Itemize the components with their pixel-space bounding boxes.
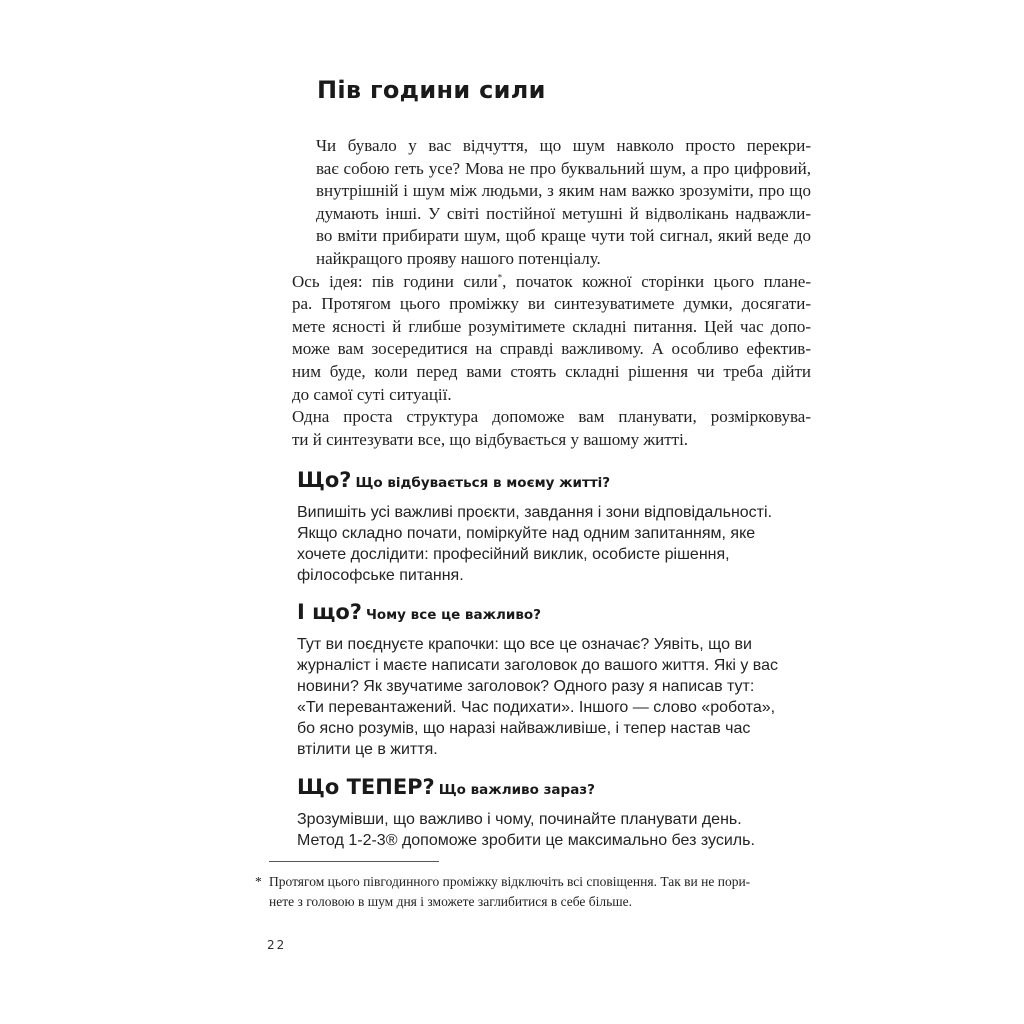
section-body	[297, 809, 777, 851]
text-line: Зрозумівши, що важливо і чому, починайте планувати день.	[297, 811, 742, 828]
text-line	[269, 271, 811, 294]
intro-text	[269, 135, 811, 451]
footnote-divider	[269, 861, 439, 862]
section-body	[297, 502, 777, 586]
section-heading-main: Що ТЕПЕР?	[297, 775, 435, 799]
section-so-what	[297, 597, 777, 760]
text-line: Метод 1-2-3® допоможе зробити це максимально без зусиль.	[297, 832, 755, 849]
section-heading-question: Що важливо зараз?	[438, 782, 595, 798]
footnote-text	[269, 872, 811, 911]
section-heading-question: Що відбувається в моєму житті?	[355, 475, 611, 491]
chapter-title: Пів години сили	[317, 76, 546, 104]
text-line: втілити це в життя.	[297, 741, 438, 758]
footnote	[255, 872, 811, 911]
text-line: «Ти перевантажений. Час подихати». Іншого — слово «робота»,	[297, 699, 776, 716]
text-line: Тут ви поєднуєте крапочки: що все це означає? Уявіть, що ви	[297, 636, 752, 653]
text-line: новини? Як звучатиме заголовок? Одного разу я написав тут:	[297, 678, 755, 695]
section-heading-question: Чому все це важливо?	[365, 607, 542, 623]
intro-paragraph-3	[269, 406, 811, 451]
text-line: думають інші. У світі постійної метушні й відволікань надважли-	[316, 203, 811, 223]
section-what	[297, 465, 777, 586]
text-line: ває собою геть усе? Мова не про буквальний шум, а про цифровий,	[316, 158, 811, 178]
text-line: внутрішній і шум між людьми, з яким нам важко зрозуміти, про що	[316, 181, 811, 201]
text-line: може вам зосередитися на справді важливому. А особливо ефектив-	[292, 339, 811, 359]
text-line: Одна проста структура допоможе вам планувати, розмірковува-	[292, 407, 811, 427]
text-line: мете ясності й глибше розумітимете складні питання. Цей час допо-	[292, 316, 811, 336]
section-heading	[297, 465, 777, 493]
text-fragment: Ось ідея: пів години сили	[292, 271, 498, 291]
text-line: Чи бувало у вас відчуття, що шум навколо просто перекри-	[316, 136, 811, 155]
text-line: ти й синтезувати все, що відбувається у вашому житті.	[292, 429, 689, 449]
text-line: журналіст і маєте написати заголовок до вашого життя. Які у вас	[297, 657, 779, 674]
text-line: ра. Протягом цього проміжку ви синтезуватимете думки, досягати-	[292, 294, 811, 314]
text-fragment: , початок кожної сторінки цього плане-	[502, 271, 812, 291]
text-line: Випишіть усі важливі проєкти, завдання і зони відповідальності.	[297, 504, 773, 521]
text-line: бо ясно розумів, що наразі найважливіше, і тепер настав час	[297, 720, 751, 737]
intro-paragraph-1	[269, 135, 811, 271]
text-line: найкращого прояву нашого потенціалу.	[316, 248, 601, 268]
footnote-reference: *	[497, 271, 503, 282]
intro-paragraph-2	[269, 271, 811, 407]
text-line: Протягом цього півгодинного проміжку відключіть всі сповіщення. Так ви не пори-	[269, 874, 751, 889]
text-line: хочете дослідити: професійний виклик, особисте рішення,	[297, 546, 730, 563]
section-body	[297, 634, 777, 760]
text-line: до самої суті ситуації.	[292, 384, 452, 404]
footnote-mark: *	[255, 874, 262, 889]
section-heading-main: І що?	[297, 600, 362, 624]
section-now-what	[297, 772, 777, 851]
text-line: філософське питання.	[297, 567, 464, 584]
section-heading-main: Що?	[297, 468, 352, 492]
page-number: 22	[267, 938, 287, 952]
text-line: Якщо складно почати, поміркуйте над одним запитанням, яке	[297, 525, 756, 542]
section-heading	[297, 772, 777, 800]
section-heading	[297, 597, 777, 625]
text-line: во вміти прибирати шум, щоб краще чути той сигнал, який веде до	[316, 226, 811, 246]
text-line: ним буде, коли перед вами стоять складні рішення чи треба дійти	[292, 361, 811, 381]
text-line: нете з головою в шум дня і зможете заглибитися в себе більше.	[269, 893, 633, 909]
